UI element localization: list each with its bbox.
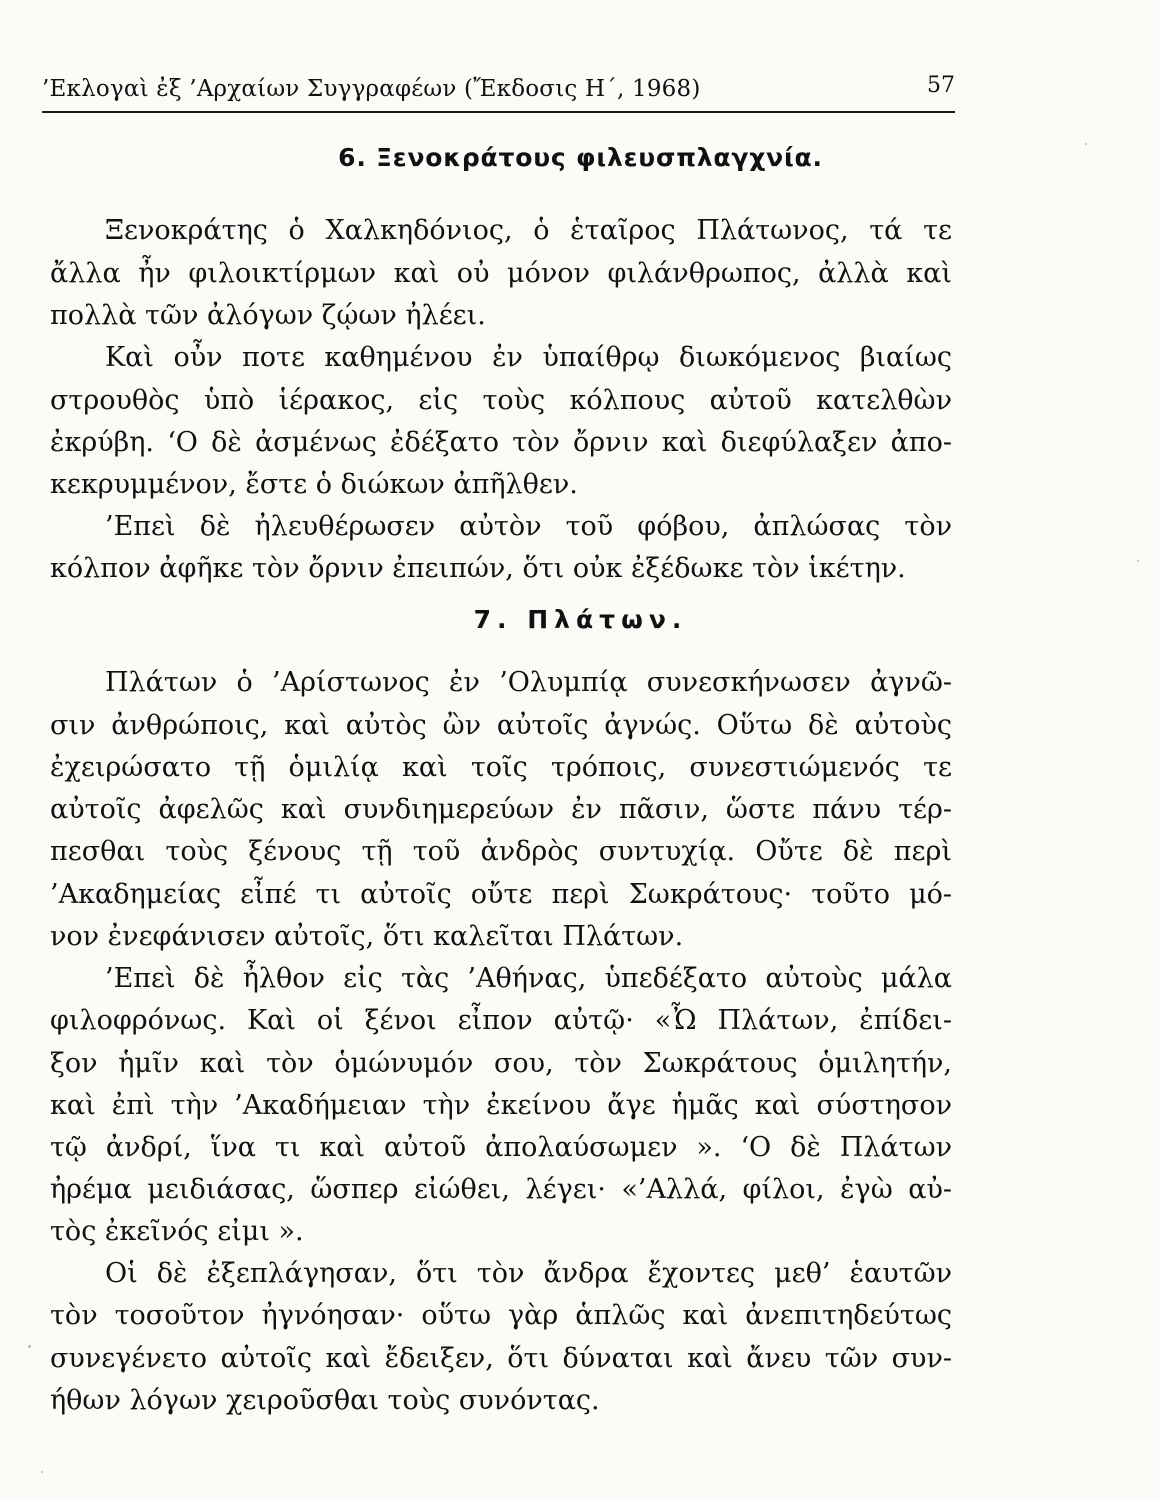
text-line: ἄλλα ἦν φιλοικτίρμων καὶ οὐ μόνον φιλάνθρωπος, ἀλλὰ καὶ: [50, 258, 952, 289]
text-line: ήθων λόγων χειροῦσθαι τοὺς συνόντας.: [50, 1385, 600, 1416]
header-rule: [42, 111, 955, 113]
text-line: φιλοφρόνως. Καὶ οἱ ξένοι εἶπον αὐτῷ· «Ὦ Πλάτων, ἐπίδει-: [50, 1005, 952, 1036]
section-title-7: 7. Πλάτων.: [473, 605, 688, 634]
speck: [41, 1471, 43, 1473]
text-line: κόλπον ἀφῆκε τὸν ὄρνιν ἐπειπών, ὅτι οὐκ ἐξέδωκε τὸν ἱκέτην.: [50, 553, 906, 584]
text-line: ’Επεὶ δὲ ἦλθον εἰς τὰς ’Αθήνας, ὑπεδέξατο αὐτοὺς μάλα: [105, 963, 952, 994]
text-line: Καὶ οὖν ποτε καθημένου ἐν ὑπαίθρῳ διωκόμενος βιαίως: [105, 342, 952, 373]
text-line: πολλὰ τῶν ἀλόγων ζῴων ἠλέει.: [50, 300, 486, 331]
text-line: τῷ ἀνδρί, ἵνα τι καὶ αὐτοῦ ἀπολαύσωμεν ». ‘Ο δὲ Πλάτων: [50, 1132, 952, 1163]
speck: [1085, 143, 1087, 145]
text-line: Πλάτων ὁ ’Αρίστωνος ἐν ’Ολυμπίᾳ συνεσκήνωσεν ἀγνῶ-: [105, 667, 952, 698]
text-line: πεσθαι τοὺς ξένους τῇ τοῦ ἀνδρὸς συντυχίᾳ. Οὔτε δὲ περὶ: [50, 836, 952, 867]
text-line: τὸς ἐκεῖνός εἰμι ».: [50, 1216, 304, 1247]
text-line: συνεγένετο αὐτοῖς καὶ ἔδειξεν, ὅτι δύναται καὶ ἄνευ τῶν συν-: [50, 1343, 952, 1374]
running-header: [42, 63, 955, 115]
text-line: καὶ ἐπὶ τὴν ’Ακαδήμειαν τὴν ἐκείνου ἄγε ἡμᾶς καὶ σύστησον: [50, 1090, 952, 1121]
speck: [28, 1345, 31, 1348]
text-line: Ξενοκράτης ὁ Χαλκηδόνιος, ὁ ἑταῖρος Πλάτωνος, τά τε: [105, 215, 952, 246]
text-line: ἠρέμα μειδιάσας, ὥσπερ εἰώθει, λέγει· «’Αλλά, φίλοι, ἐγὼ αὐ-: [50, 1174, 952, 1205]
text-line: ’Επεὶ δὲ ἠλευθέρωσεν αὐτὸν τοῦ φόβου, ἀπλώσας τὸν: [105, 511, 952, 542]
text-line: ἐχειρώσατο τῇ ὁμιλίᾳ καὶ τοῖς τρόποις, συνεστιώμενός τε: [50, 752, 952, 783]
text-line: αὐτοῖς ἀφελῶς καὶ συνδιημερεύων ἐν πᾶσιν, ὥστε πάνυ τέρ-: [50, 794, 952, 825]
text-line: τὸν τοσοῦτον ἠγνόησαν· οὕτω γὰρ ἁπλῶς καὶ ἀνεπιτηδεύτως: [50, 1300, 952, 1331]
speck: [1137, 560, 1139, 562]
text-line: στρουθὸς ὑπὸ ἱέρακος, εἰς τοὺς κόλπους αὐτοῦ κατελθὼν: [50, 385, 952, 416]
text-line: νον ἐνεφάνισεν αὐτοῖς, ὅτι καλεῖται Πλάτων.: [50, 921, 684, 952]
text-line: Οἱ δὲ ἐξεπλάγησαν, ὅτι τὸν ἄνδρα ἔχοντες μεθ’ ἑαυτῶν: [105, 1258, 952, 1289]
page-number: 57: [927, 73, 955, 98]
text-line: κεκρυμμένον, ἔστε ὁ διώκων ἀπῆλθεν.: [50, 469, 578, 500]
text-line: ἐκρύβη. ‘Ο δὲ ἀσμένως ἐδέξατο τὸν ὄρνιν καὶ διεφύλαξεν ἀπο-: [50, 427, 952, 458]
text-line: σιν ἀνθρώποις, καὶ αὐτὸς ὢν αὐτοῖς ἀγνώς. Οὕτω δὲ αὐτοὺς: [50, 710, 952, 741]
text-line: ξον ἡμῖν καὶ τὸν ὁμώνυμόν σου, τὸν Σωκράτους ὁμιλητήν,: [50, 1048, 952, 1079]
book-title: ’Εκλογαὶ ἐξ ’Αρχαίων Συγγραφέων (Ἔκδοσις Η΄, 1968): [42, 76, 701, 102]
text-line: ’Ακαδημείας εἶπέ τι αὐτοῖς οὔτε περὶ Σωκράτους· τοῦτο μό-: [50, 879, 952, 910]
section-title-6: 6. Ξενοκράτους φιλευσπλαγχνία.: [338, 143, 823, 172]
